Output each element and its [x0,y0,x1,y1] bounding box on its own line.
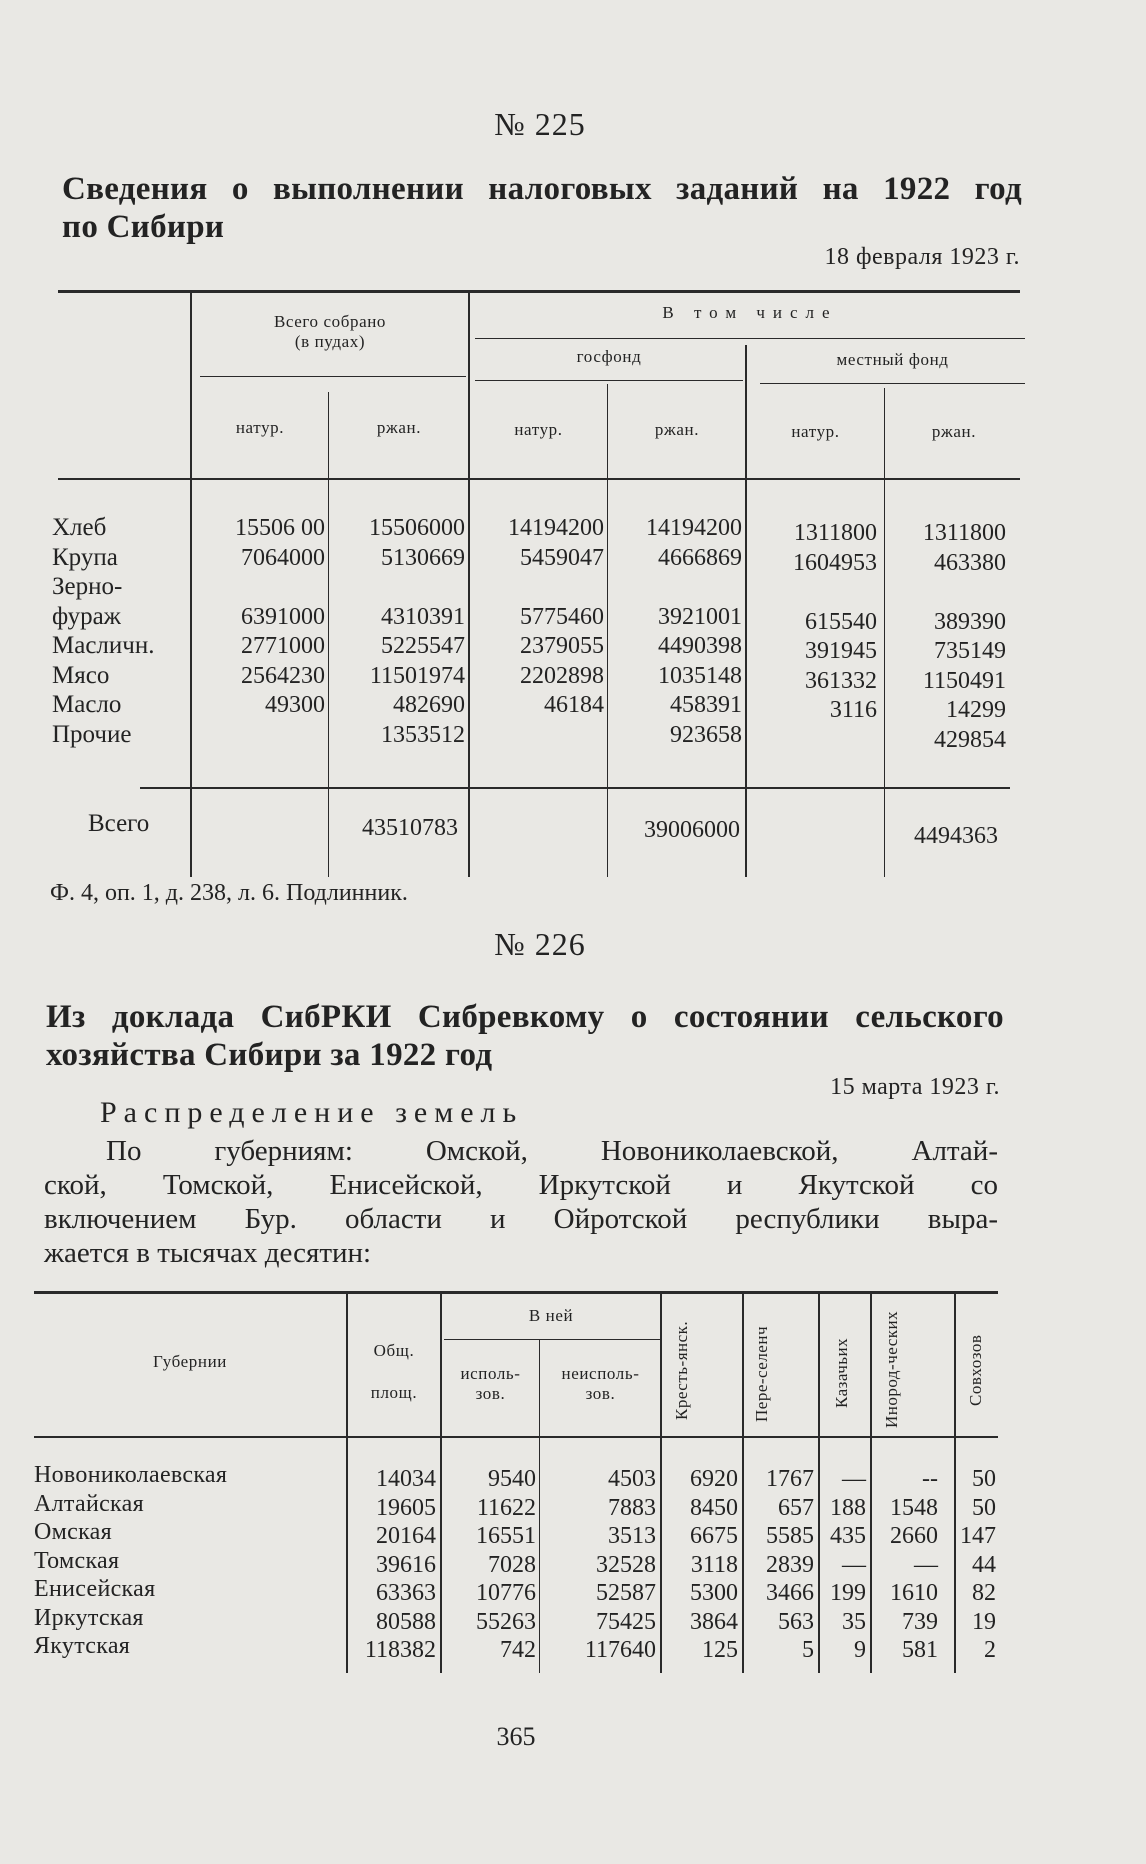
table2-cell: 20164 [376,1523,436,1549]
header-aliens: Инород-ческих [882,1310,901,1428]
header-used [442,1364,539,1404]
table2-cell: 7883 [608,1494,656,1521]
doc226-date: 15 марта 1923 г. [830,1074,1000,1100]
page-number: 365 [496,1722,536,1751]
para-line: По губерниям: Омской, Новониколаевской, Алтай- [106,1135,998,1167]
table1-row-label: фураж [52,602,121,630]
table2-province-name: Новониколаевская [34,1462,228,1488]
table2-cell: 50 [972,1494,996,1521]
table1-cell: 15506000 [369,515,465,541]
header-rule-gosfond [475,380,743,381]
table1-cell: 2379055 [520,633,604,659]
table1-vline [328,392,329,877]
header-rule-total [200,376,466,377]
table2-cell: 55263 [476,1608,536,1635]
table1-cell: 14194200 [646,515,742,541]
table2-cell: 80588 [376,1608,436,1635]
table1-cell: 923658 [670,721,742,748]
table2-cell: 44 [972,1551,996,1578]
table1-cell: 1353512 [381,721,465,748]
doc225-date: 18 февраля 1923 г. [824,244,1020,270]
table1-cell: 482690 [393,692,465,718]
table1-cell: 1311800 [922,520,1006,546]
table1-row-label: Масличн. [52,632,155,659]
table1-cell: 15506 00 [235,515,325,541]
table2-cell: 739 [902,1608,938,1635]
table2-cell: 19 [972,1608,996,1635]
table2-cell: 10776 [476,1580,536,1606]
table1-cell: 4490398 [658,633,742,659]
table1-row-label: Масло [52,691,122,718]
header-natur-2: натур. [514,420,563,439]
table1-cell: 2771000 [241,633,325,659]
table2-cell: 63363 [376,1580,436,1606]
table1-vline [468,292,470,877]
table2-province-name: Енисейская [34,1576,156,1602]
table2-cell: 1767 [766,1466,814,1492]
header-unused-line2: зов. [585,1384,616,1403]
table1-total-gosfond-rzhan: 39006000 [644,817,740,843]
table2-cell: 2839 [766,1551,814,1578]
doc225-title-line2: по Сибири [62,209,225,245]
table2-cell: 3466 [766,1580,814,1606]
table2-cell: 1610 [890,1580,938,1606]
table1-cell: 3921001 [658,603,742,630]
table2-cell: 14034 [376,1466,436,1492]
header-rzhan-3: ржан. [931,422,977,441]
table1-cell: 5130669 [381,544,465,571]
table2-cell: 4503 [608,1466,656,1492]
table2-ofwhich-rule [444,1339,662,1340]
doc225-number: № 225 [494,106,586,142]
table2-cell: 742 [500,1637,536,1663]
header-gosfond: госфонд [576,347,642,366]
table2-cell: 11622 [476,1494,536,1521]
header-natur-1: натур. [235,418,285,437]
para-line: жается в тысячах десятин: [44,1237,372,1269]
table2-vline [539,1340,540,1673]
table2-province-name: Алтайская [34,1490,144,1517]
table2-cell: 5300 [690,1580,738,1606]
table1-cell: 14194200 [508,515,604,541]
table1-cell: 14299 [946,697,1006,723]
header-settlers: Пере-селенч [752,1325,771,1422]
header-rule-including [475,338,1025,339]
table1-cell: 735149 [934,638,1006,664]
table2-cell: 5 [802,1637,814,1663]
header-used-line2: зов. [475,1384,506,1403]
table2-cell: 32528 [596,1551,656,1578]
header-of-which: В ней [528,1306,574,1325]
table1-cell: 2564230 [241,662,325,689]
table1-cell: 4310391 [381,603,465,630]
header-unused-line1: неисполь- [561,1364,640,1383]
table1-total-label: Всего [88,810,150,837]
table2-cell: 199 [830,1580,866,1606]
table1-header-rule [58,478,1020,480]
header-total-area-line2: площ. [370,1383,418,1402]
table2-cell: 75425 [596,1608,656,1635]
table1-cell: 5775460 [520,603,604,630]
table1-cell: 46184 [544,692,604,718]
table1-vline [190,292,192,877]
table1-row-label: Прочие [52,720,132,748]
table1-cell: 429854 [934,726,1006,753]
doc226-title-line2: хозяйства Сибири за 1922 год [46,1037,493,1073]
header-natur-3: натур. [791,422,840,441]
table2-cell: 6675 [690,1523,738,1549]
table1-row-label: Мясо [52,661,110,689]
table2-cell: 9540 [488,1466,536,1492]
doc226-number: № 226 [494,926,586,962]
table2-cell: 50 [972,1466,996,1492]
table1-cell: 1150491 [922,667,1006,694]
table1-cell: 5459047 [520,544,604,571]
table2-header-rule [34,1436,998,1438]
table1-cell: 6391000 [241,603,325,630]
header-total-area-line1: Общ. [373,1341,415,1360]
table2-cell: — [842,1466,866,1492]
table2-cell: 16551 [476,1523,536,1549]
header-rule-local [760,383,1025,384]
table2-cell: 118382 [364,1637,436,1663]
table2-cell: 125 [702,1637,738,1663]
table1-row-label: Крупа [52,543,118,571]
table1-cell: 2202898 [520,662,604,689]
table1-top-rule [58,290,1020,293]
header-provinces: Губернии [152,1352,228,1371]
doc225-source: Ф. 4, оп. 1, д. 238, л. 6. Подлинник. [50,880,408,906]
header-cossack: Казачьих [832,1337,851,1409]
table1-cell: 4666869 [658,544,742,571]
header-including: В том числе [662,303,838,322]
table1-total-local-rzhan: 4494363 [914,823,998,849]
header-total-collected [195,312,465,352]
table2-province-name: Омская [34,1519,112,1545]
table2-cell: 5585 [766,1523,814,1549]
header-local-fund: местный фонд [836,350,949,369]
table2-cell: 7028 [488,1551,536,1578]
table1-cell: 7064000 [241,544,325,571]
table1-cell: 458391 [670,692,742,718]
table2-cell: — [842,1551,866,1578]
header-total-collected-line1: Всего собрано [273,312,387,331]
table2-cell: 39616 [376,1551,436,1578]
doc226-title [46,998,1004,1074]
table1-cell: 389390 [934,608,1006,635]
table2-cell: 6920 [690,1466,738,1492]
table2-cell: 19605 [376,1494,436,1521]
table1-cell: 1604953 [793,549,877,576]
doc225-title [62,170,1022,246]
table2-top-rule [34,1291,998,1294]
header-rzhan-1: ржан. [376,418,422,437]
table2-cell: 3118 [690,1551,738,1578]
table2-cell: 657 [778,1494,814,1521]
doc226-title-line1: Из доклада СибРКИ Сибревкому о состоянии сельского [46,999,1004,1035]
table2-cell: 82 [972,1580,996,1606]
header-rzhan-2: ржан. [654,420,700,439]
table1-cell: 615540 [805,608,877,635]
table2-province-name: Якутская [34,1633,131,1659]
para-line: ской, Томской, Енисейской, Иркутской и Якутской со [44,1169,998,1201]
table1-row-label: Зерно- [52,573,123,600]
doc226-subheading: Распределение земель [100,1096,524,1129]
table1-total-rule [140,787,1010,789]
table2-cell: 3864 [690,1608,738,1635]
header-unused [541,1364,660,1404]
para-line: включением Бур. области и Ойротской республики выра- [44,1203,998,1235]
table1-total-rzhan: 43510783 [362,815,458,841]
table2-province-name: Томская [34,1547,120,1574]
table1-vline [884,388,885,877]
table2-cell: 1548 [890,1494,938,1521]
table2-cell: 52587 [596,1580,656,1606]
table1-vline [607,384,608,877]
table2-cell: 563 [778,1608,814,1635]
header-total-area [348,1330,440,1414]
header-peasant: Кресть-янск. [672,1320,691,1420]
table1-row-label: Хлеб [52,514,107,541]
table1-cell: 391945 [805,638,877,664]
table2-cell: 147 [960,1523,996,1549]
header-sovkhoz: Совхозов [966,1334,985,1406]
table1-cell: 1035148 [658,662,742,689]
table2-cell: 435 [830,1523,866,1549]
table1-cell: 1311800 [793,520,877,546]
doc225-title-line1: Сведения о выполнении налоговых заданий на 1922 год [62,171,1022,207]
table2-cell: 35 [842,1608,866,1635]
table1-cell: 3116 [829,697,877,723]
table2-cell: 2660 [890,1523,938,1549]
table2-cell: 8450 [690,1494,738,1521]
table2-cell: 9 [854,1637,866,1663]
table2-province-name: Иркутская [34,1604,144,1631]
table1-cell: 49300 [265,692,325,718]
table2-cell: 117640 [584,1637,656,1663]
table1-cell: 463380 [934,549,1006,576]
table2-cell: 2 [984,1637,996,1663]
table2-cell: 188 [830,1494,866,1521]
table2-cell: -- [922,1466,938,1492]
table1-cell: 5225547 [381,633,465,659]
table1-cell: 361332 [805,667,877,694]
table2-cell: — [914,1551,938,1578]
header-used-line1: исполь- [460,1364,521,1383]
doc226-paragraph [44,1134,998,1270]
table1-cell: 11501974 [369,662,465,689]
table2-cell: 3513 [608,1523,656,1549]
header-total-collected-line2: (в пудах) [294,332,366,351]
table2-cell: 581 [902,1637,938,1663]
